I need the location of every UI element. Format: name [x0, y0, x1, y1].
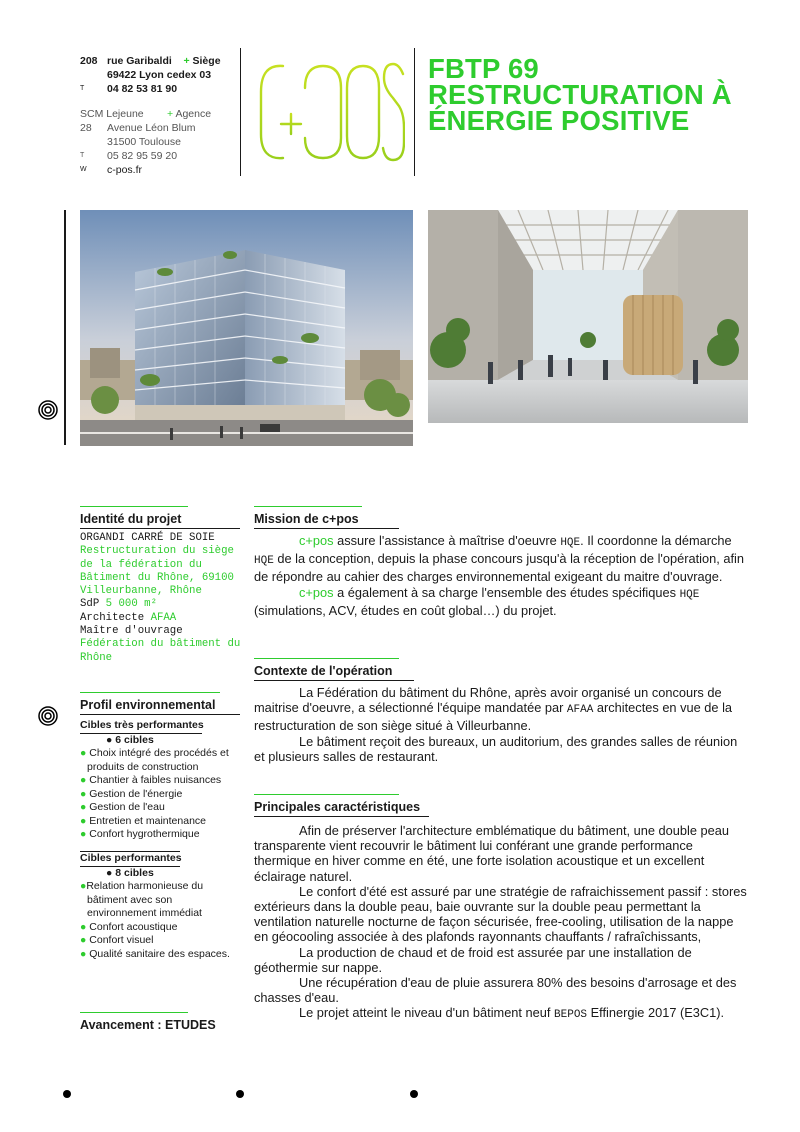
atrium-interior-image [428, 210, 748, 423]
target-icon [38, 706, 58, 726]
siege-tel-label: T [80, 85, 85, 92]
target-icon [38, 400, 58, 420]
avancement-rule [80, 1012, 188, 1013]
list-item: ● Confort visuel [80, 934, 154, 946]
cpos-logo [240, 48, 415, 176]
tres-title: Cibles très performantes [80, 719, 204, 731]
perf-title: Cibles performantes [80, 852, 182, 864]
identite-rule [80, 506, 188, 507]
agence-tel-label: T [80, 152, 85, 159]
atrium-interior-render [428, 210, 748, 423]
caracteristiques-heading: Principales caractéristiques [254, 800, 421, 814]
brand-name: c+pos [299, 584, 334, 600]
mo-value: Fédération du bâtiment du Rhône [80, 638, 241, 664]
agence-tel: 05 82 95 59 20 [107, 150, 178, 162]
contexte-heading: Contexte de l'opération [254, 664, 393, 678]
agence-plus: + [166, 108, 174, 120]
list-item: ●Relation harmonieuse du bâtiment avec son environnement immédiat [80, 880, 204, 919]
project-description: Restructuration du siège de la fédération du Bâtiment du Rhône, 69100 Villeurbanne, Rhône [80, 545, 234, 598]
title-line-2: RESTRUCTURATION À [428, 79, 732, 110]
siege-city: 69422 Lyon cedex 03 [107, 69, 212, 81]
building-exterior-render [80, 210, 413, 446]
profil-heading: Profil environnemental [80, 698, 216, 712]
sdp-label: SdP [80, 598, 100, 611]
siege-number: 208 [80, 55, 98, 67]
contexte-text: La Fédération du bâtiment du Rhône, après avoir organisé un concours de maitrise d'oeuvre, a sélectionné l'équipe mandatée par AFAA architectes en vue de la restructuration de son siège situé à Villeurbanne. Le bâtiment reçoit des bureaux, un auditorium, des grandes salles de réunion et plusieurs salles de restaurant. [254, 685, 738, 764]
brand-name: c+pos [299, 533, 334, 548]
list-item: ● Confort acoustique [80, 920, 178, 933]
siege-plus: + [183, 55, 190, 67]
dot-marker [236, 1090, 244, 1098]
mission-underline [254, 528, 399, 529]
siege-line-1 [80, 54, 240, 68]
architect-value: AFAA [150, 611, 177, 624]
identite-heading: Identité du projet [80, 512, 182, 526]
cibles-performantes [80, 851, 230, 961]
agence-web-label: W [80, 166, 87, 173]
sdp-value: 5 000 m² [105, 598, 157, 611]
agence-street: Avenue Léon Blum [107, 122, 196, 134]
contexte-rule [254, 658, 399, 659]
avancement-heading: Avancement : ETUDES [80, 1018, 216, 1032]
dot-marker [63, 1090, 71, 1098]
list-item: ● Gestion de l'eau [80, 801, 165, 813]
dot-marker [410, 1090, 418, 1098]
image-divider [64, 210, 66, 445]
list-item: ● Chantier à faibles nuisances [80, 774, 222, 786]
identite-underline [80, 528, 240, 529]
project-name: ORGANDI CARRÉ DE SOIE [80, 532, 215, 544]
address-block [80, 54, 240, 177]
siege-tel: 04 82 53 81 90 [107, 83, 178, 95]
agence-web[interactable]: c-pos.fr [107, 164, 143, 176]
profil-rule [80, 692, 220, 693]
tres-count: ● 6 cibles [106, 733, 154, 746]
agence-number: 28 [80, 122, 92, 134]
title-line-1: FBTP 69 [428, 53, 539, 84]
profil-underline [80, 714, 240, 715]
architect-label: Architecte [80, 611, 145, 624]
title-line-3: ÉNERGIE POSITIVE [428, 105, 690, 136]
building-exterior-image [80, 210, 413, 446]
agence-tag: Agence [175, 108, 212, 120]
mo-label: Maître d'ouvrage [80, 625, 183, 638]
perf-count: ● 8 cibles [106, 866, 154, 879]
agence-city: 31500 Toulouse [107, 136, 181, 148]
contexte-underline [254, 680, 414, 681]
list-item: ● Entretien et maintenance [80, 814, 207, 827]
siege-tag: Siège [192, 55, 221, 67]
siege-street: rue Garibaldi [107, 55, 172, 67]
agence-company: SCM Lejeune [80, 108, 144, 120]
mission-rule [254, 506, 362, 507]
mission-text: c+pos assure l'assistance à maîtrise d'oeuvre HQE. Il coordonne la démarche HQE de la conception, depuis la phase concours jusqu'à la réception de l'opération, afin de répondre au cahier des charges environnemental exigeant du maitre d'ouvrage. c+pos a également à sa charge l'ensemble des études spécifiques HQE (simulations, ACV, études en coût global…) du projet. [254, 533, 744, 618]
list-item: ● Choix intégré des procédés et produits de construction [80, 747, 229, 773]
mission-heading: Mission de c+pos [254, 512, 359, 526]
identite-block [80, 532, 250, 665]
list-item: ● Gestion de l'énergie [80, 787, 183, 800]
caracteristiques-underline [254, 816, 429, 817]
cpos-logo-icon [253, 52, 405, 170]
caracteristiques-rule [254, 794, 399, 795]
caracteristiques-text: Afin de préserver l'architecture emblématique du bâtiment, une double peau transparente vient recouvrir le bâtiment lui conférant une grande performance thermique en hiver comme en été, une forte isolation acoustique et un excellent éclairage naturel. Le confort d'été est assuré par une stratégie de rafraichissement passif : stores extérieurs dans la double peau, baie ouvrante sur la double peau permettant la ventilation naturelle nocturne de façon sécurisée, free-cooling, utilisation de la nappe en géocooling associée à des plafonds rayonnants chauffants / rafraîchissants, La production de chaud et de froid est assurée par une installation de géothermie sur nappe. Une récupération d'eau de pluie assurera 80% des besoins d'arrosage et des chasses d'eau. Le projet atteint le niveau d'un bâtiment neuf BEPOS Effinergie 2017 (E3C1). [254, 823, 747, 1022]
cibles-tres-performantes [80, 719, 250, 842]
list-item: ● Qualité sanitaire des espaces. [80, 947, 230, 960]
list-item: ● Confort hygrothermique [80, 828, 200, 840]
page-title [428, 53, 778, 136]
